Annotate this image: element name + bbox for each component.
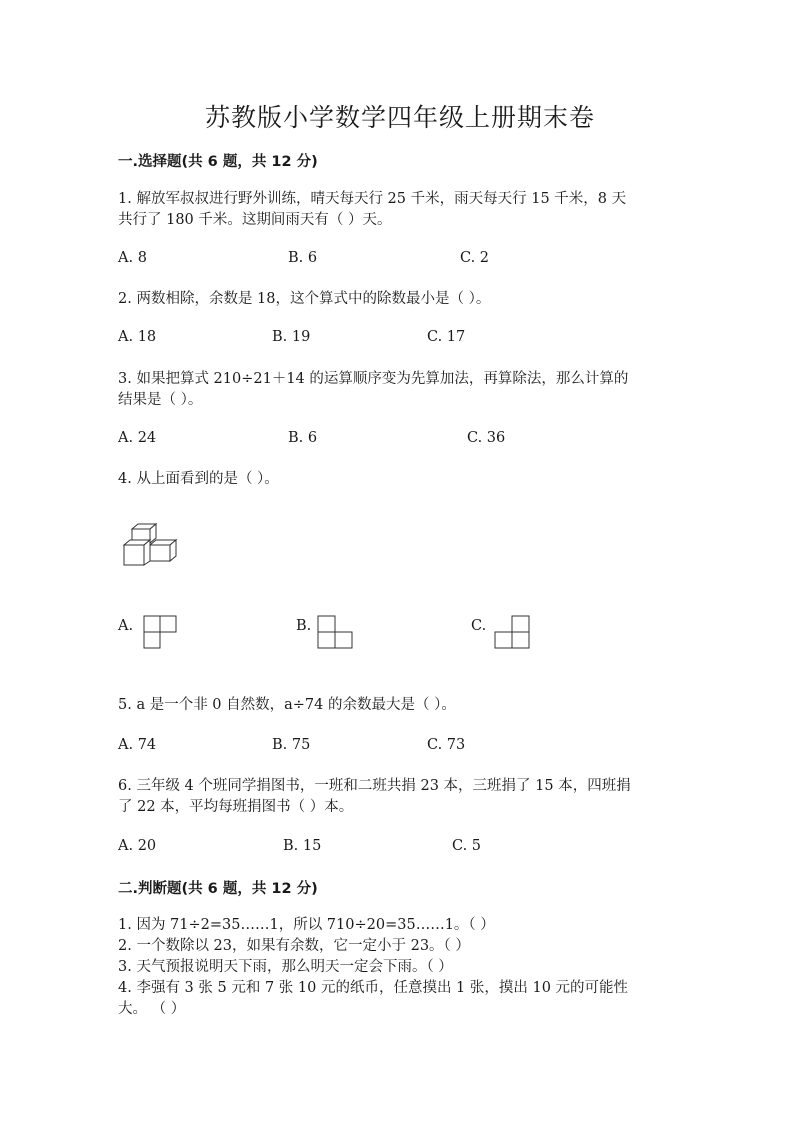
question-4-line-1: 4. 从上面看到的是（ ）。 bbox=[118, 471, 279, 487]
question-5-option-c: C. 73 bbox=[427, 737, 466, 753]
question-2-line-1: 2. 两数相除，余数是 18，这个算式中的除数最小是（ ）。 bbox=[118, 291, 491, 307]
question-5-option-b: B. 75 bbox=[272, 737, 311, 753]
question-6-line-1: 6. 三年级 4 个班同学捐图书，一班和二班共捐 23 本，三班捐了 15 本，四班捐 bbox=[118, 778, 631, 794]
question-3-option-b: B. 6 bbox=[288, 430, 318, 446]
question-6-option-a: A. 20 bbox=[118, 838, 157, 854]
section-heading-judgement: 二.判断题(共 6 题，共 12 分) bbox=[118, 881, 318, 897]
question-1-option-c: C. 2 bbox=[460, 250, 490, 266]
question-1-option-a: A. 8 bbox=[118, 250, 147, 266]
question-1-option-b: B. 6 bbox=[288, 250, 318, 266]
page-title: 苏教版小学数学四年级上册期末卷 bbox=[204, 103, 595, 132]
question-6-option-b: B. 15 bbox=[283, 838, 322, 854]
question-5-option-a: A. 74 bbox=[118, 737, 157, 753]
question-6-line-2: 了 22 本，平均每班捐图书（ ）本。 bbox=[118, 799, 354, 815]
judgement-4-line-2: 大。 （ ） bbox=[118, 1001, 186, 1017]
option-c-view-figure bbox=[494, 615, 530, 649]
option-b-view-figure bbox=[317, 615, 353, 649]
question-3-option-a: A. 24 bbox=[118, 430, 157, 446]
question-3-line-2: 结果是（ ）。 bbox=[118, 392, 203, 408]
judgement-1: 1. 因为 71÷2=35……1，所以 710÷20=35……1。（ ） bbox=[118, 917, 495, 933]
cube-stack-figure bbox=[122, 522, 180, 568]
question-5-line-1: 5. a 是一个非 0 自然数，a÷74 的余数最大是（ ）。 bbox=[118, 697, 456, 713]
judgement-4-line-1: 4. 李强有 3 张 5 元和 7 张 10 元的纸币，任意摸出 1 张，摸出 10 元的可能性 bbox=[118, 980, 629, 996]
question-2-option-c: C. 17 bbox=[427, 329, 466, 345]
question-3-line-1: 3. 如果把算式 210÷21＋14 的运算顺序变为先算加法，再算除法，那么计算的 bbox=[118, 371, 629, 387]
question-4-option-a: A. bbox=[118, 618, 134, 634]
question-6-option-c: C. 5 bbox=[452, 838, 482, 854]
question-1-line-2: 共行了 180 千米。这期间雨天有（ ）天。 bbox=[118, 212, 392, 228]
question-2-option-a: A. 18 bbox=[118, 329, 157, 345]
question-1-line-1: 1. 解放军叔叔进行野外训练，晴天每天行 25 千米，雨天每天行 15 千米，8 天 bbox=[118, 191, 627, 207]
question-4-option-c: C. bbox=[471, 618, 487, 634]
section-heading-choice: 一.选择题(共 6 题，共 12 分) bbox=[118, 154, 318, 170]
judgement-3: 3. 天气预报说明天下雨，那么明天一定会下雨。（ ） bbox=[118, 959, 453, 975]
question-2-option-b: B. 19 bbox=[272, 329, 311, 345]
judgement-2: 2. 一个数除以 23，如果有余数，它一定小于 23。（ ） bbox=[118, 938, 470, 954]
option-a-view-figure bbox=[143, 615, 177, 649]
question-4-option-b: B. bbox=[296, 618, 312, 634]
question-3-option-c: C. 36 bbox=[467, 430, 506, 446]
